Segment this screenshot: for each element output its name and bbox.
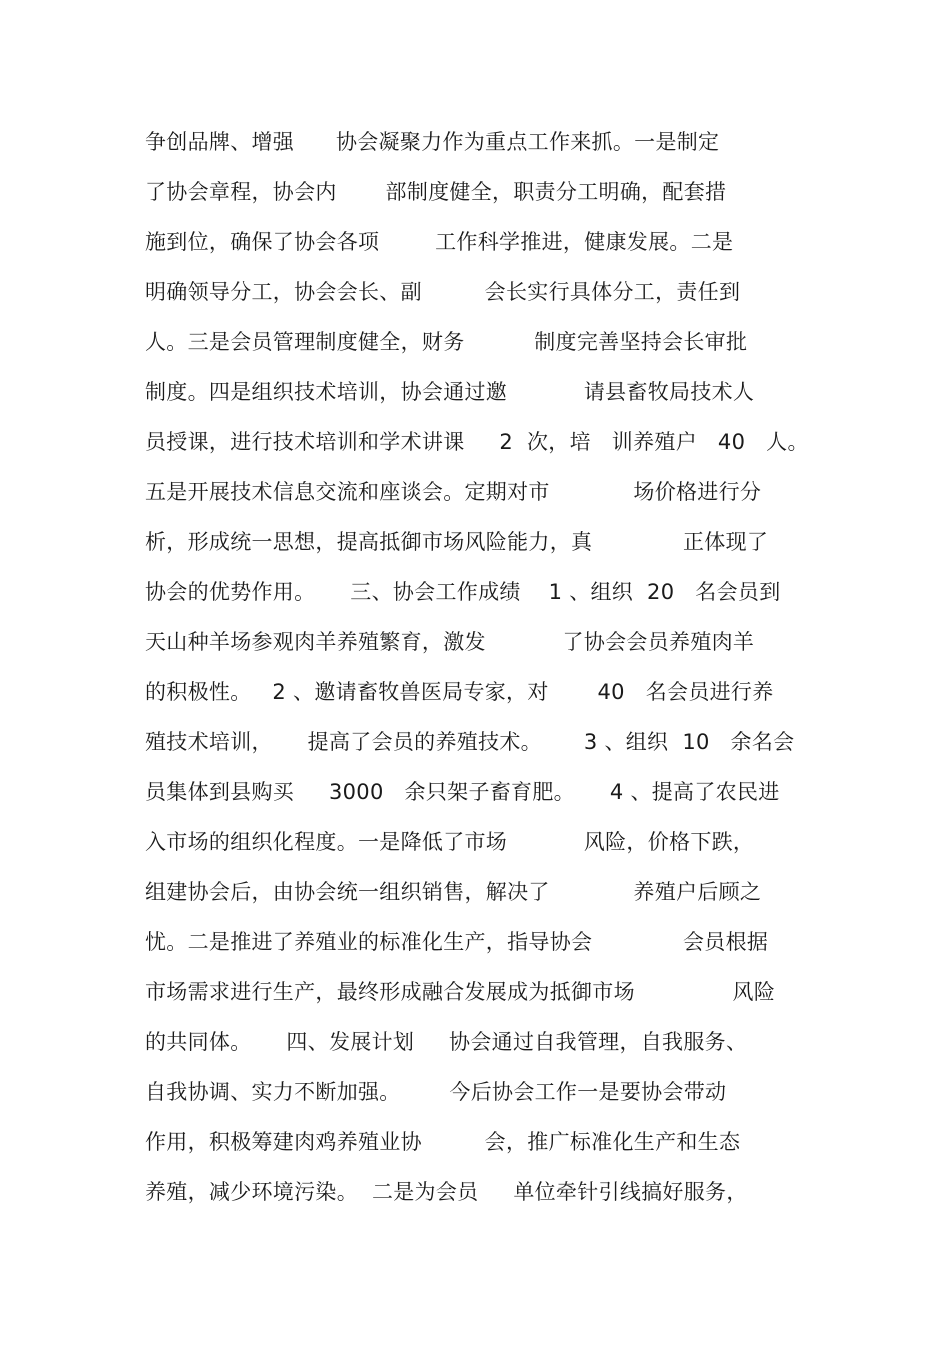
text-line: 协会的优势作用。 三、协会工作成绩 1 、组织 20 名会员到: [145, 580, 781, 604]
text-line: 员授课，进行技术培训和学术讲课 2 次，培 训养殖户 40 人。: [145, 430, 809, 454]
text-line: 员集体到县购买 3000 余只架子畜育肥。 4 、提高了农民进: [145, 780, 780, 804]
text-line: 五是开展技术信息交流和座谈会。定期对市 场价格进行分: [145, 480, 762, 504]
text-line: 析，形成统一思想，提高抵御市场风险能力，真 正体现了: [145, 530, 769, 554]
text-line: 养殖，减少环境污染。 二是为会员 单位牵针引线搞好服务，: [145, 1180, 748, 1204]
text-line: 制度。四是组织技术培训，协会通过邀 请县畜牧局技术人: [145, 380, 755, 404]
text-line: 市场需求进行生产，最终形成融合发展成为抵御市场 风险: [145, 980, 776, 1004]
text-line: 明确领导分工，协会会长、副 会长实行具体分工，责任到: [145, 280, 741, 304]
text-line: 的共同体。 四、发展计划 协会通过自我管理，自我服务、: [145, 1030, 748, 1054]
text-line: 了协会章程，协会内 部制度健全，职责分工明确，配套措: [145, 180, 727, 204]
text-line: 争创品牌、增强 协会凝聚力作为重点工作来抓。一是制定: [145, 130, 720, 154]
body-text: [145, 117, 825, 1217]
text-line: 忧。二是推进了养殖业的标准化生产，指导协会 会员根据: [145, 930, 769, 954]
text-line: 的积极性。 2 、邀请畜牧兽医局专家，对 40 名会员进行养: [145, 680, 774, 704]
text-line: 组建协会后，由协会统一组织销售，解决了 养殖户后顾之: [145, 880, 762, 904]
text-line: 施到位，确保了协会各项 工作科学推进，健康发展。二是: [145, 230, 734, 254]
text-line: 入市场的组织化程度。一是降低了市场 风险，价格下跌，: [145, 830, 755, 854]
text-line: 天山种羊场参观肉羊养殖繁育，激发 了协会会员养殖肉羊: [145, 630, 755, 654]
text-line: 自我协调、实力不断加强。 今后协会工作一是要协会带动: [145, 1080, 727, 1104]
text-line: 人。三是会员管理制度健全，财务 制度完善坚持会长审批: [145, 330, 748, 354]
text-line: 殖技术培训， 提高了会员的养殖技术。 3 、组织 10 余名会: [145, 730, 795, 754]
text-line: 作用，积极筹建肉鸡养殖业协 会，推广标准化生产和生态: [145, 1130, 741, 1154]
